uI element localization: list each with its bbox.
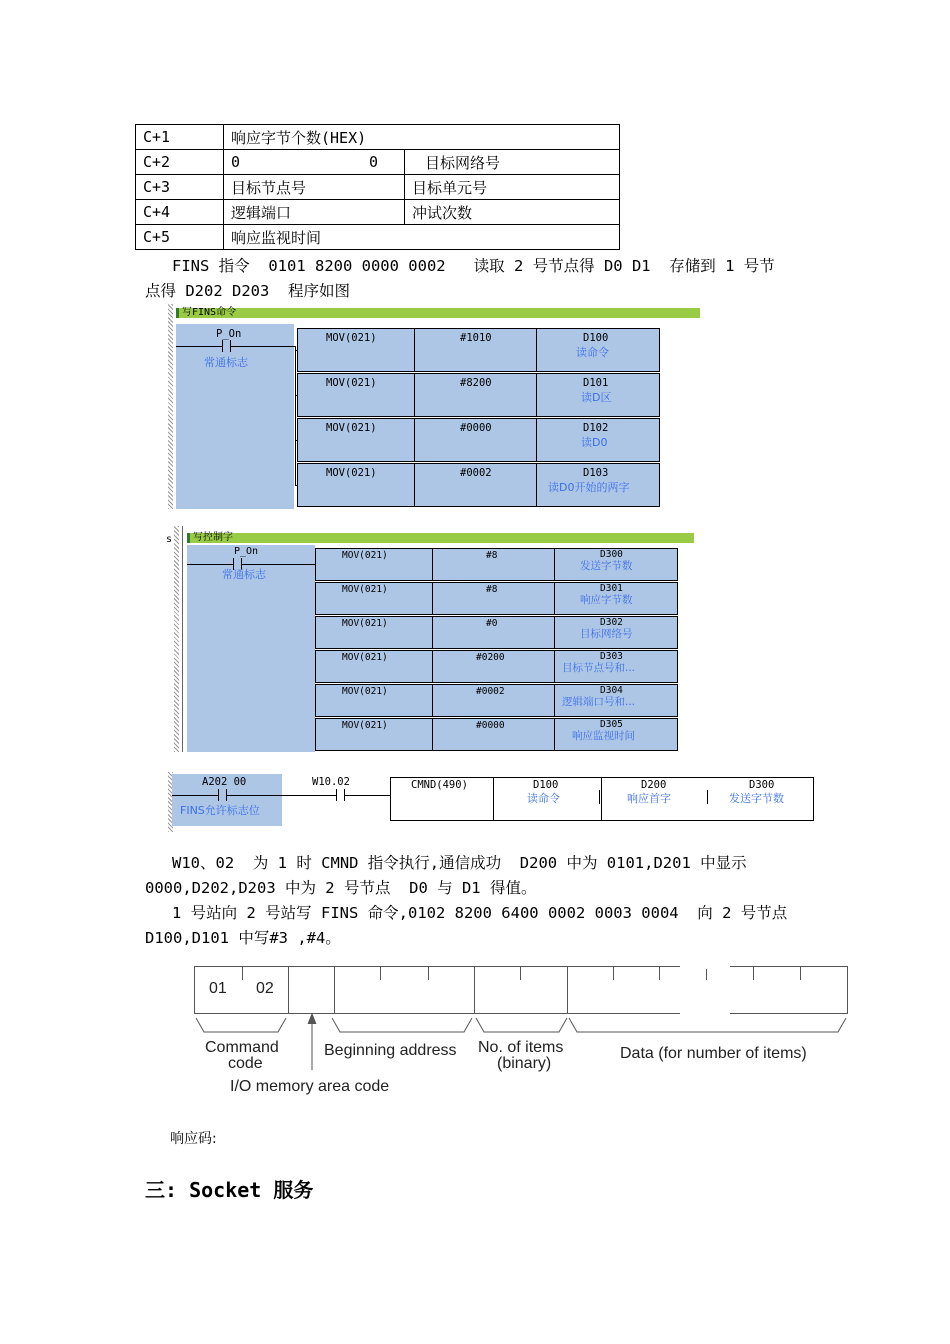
label-command: Command bbox=[205, 1039, 279, 1056]
operand-comment: 读D区 bbox=[581, 391, 612, 404]
dest-operand: D302 bbox=[600, 617, 623, 628]
source-operand: #8200 bbox=[460, 377, 492, 389]
section-title: 三: Socket 服务 bbox=[145, 1178, 314, 1202]
operand-address: D100 bbox=[533, 779, 559, 791]
contact-symbol bbox=[218, 789, 219, 801]
instruction-label: MOV(021) bbox=[342, 652, 388, 663]
table-cell: C+3 bbox=[136, 175, 224, 200]
paragraph-line: W10、02 为 1 时 CMND 指令执行,通信成功 D200 中为 0101,D201 中显示 bbox=[172, 854, 747, 872]
operand-comment: 读命令 bbox=[576, 346, 609, 359]
table-row bbox=[136, 150, 620, 175]
mov-block bbox=[315, 548, 678, 581]
instruction-label: MOV(021) bbox=[342, 550, 388, 561]
table-row bbox=[136, 125, 620, 150]
wire bbox=[230, 346, 296, 347]
instruction-label: MOV(021) bbox=[326, 422, 377, 434]
label-binary: (binary) bbox=[497, 1055, 552, 1072]
ladder-diagram-cmnd bbox=[168, 772, 816, 832]
control-word-table bbox=[135, 124, 620, 250]
dest-operand: D103 bbox=[583, 467, 609, 479]
mov-block bbox=[315, 616, 678, 649]
mov-block bbox=[315, 650, 678, 683]
instruction-label: MOV(021) bbox=[342, 584, 388, 595]
paragraph-line: D100,D101 中写#3 ,#4。 bbox=[145, 929, 341, 947]
operand-comment: 发送字节数 bbox=[729, 792, 784, 805]
table-cell: 逻辑端口 bbox=[224, 200, 405, 225]
operand-address: D200 bbox=[641, 779, 667, 791]
mov-block bbox=[315, 684, 678, 717]
operand-comment: 发送字节数 bbox=[580, 560, 633, 572]
table-cell-value: 0 bbox=[231, 153, 241, 171]
mov-block bbox=[297, 418, 660, 462]
dest-operand: D101 bbox=[583, 377, 609, 389]
table-cell: C+2 bbox=[136, 150, 224, 175]
operand-comment: 响应字节数 bbox=[580, 594, 633, 606]
fins-frame-diagram bbox=[190, 960, 860, 1100]
operand-comment: 目标网络号 bbox=[580, 628, 633, 640]
label-number-of-items: No. of items bbox=[478, 1039, 564, 1056]
contact-comment: 常通标志 bbox=[204, 356, 248, 369]
table-cell: 冲试次数 bbox=[405, 200, 620, 225]
instruction-label: MOV(021) bbox=[326, 332, 377, 344]
dest-operand: D100 bbox=[583, 332, 609, 344]
rung-header bbox=[176, 308, 700, 318]
instruction-label: MOV(021) bbox=[342, 720, 388, 731]
mov-block bbox=[297, 463, 660, 507]
table-cell: 响应字节个数(HEX) bbox=[224, 125, 620, 150]
operand-comment: 响应监视时间 bbox=[572, 730, 635, 742]
source-operand: #8 bbox=[486, 584, 498, 595]
source-operand: #0 bbox=[486, 618, 498, 629]
table-cell: 目标节点号 bbox=[224, 175, 405, 200]
ladder-diagram-write-control bbox=[166, 526, 696, 752]
ladder-margin bbox=[168, 304, 173, 509]
dest-operand: D305 bbox=[600, 719, 623, 730]
contact-symbol bbox=[222, 340, 223, 352]
operand-comment: 读D0开始的两字 bbox=[548, 481, 630, 494]
operand-address: D300 bbox=[749, 779, 775, 791]
operand-comment: 目标节点号和... bbox=[562, 662, 636, 674]
dest-operand: D301 bbox=[600, 583, 623, 594]
contact-comment: 常通标志 bbox=[222, 568, 266, 581]
operand-comment: 响应首字 bbox=[627, 792, 671, 805]
mov-block bbox=[297, 328, 660, 372]
mov-block bbox=[315, 718, 678, 751]
cmnd-block bbox=[390, 777, 814, 821]
rung-header bbox=[187, 533, 694, 543]
instruction-label: MOV(021) bbox=[326, 467, 377, 479]
operand-comment: 读命令 bbox=[527, 792, 560, 805]
paragraph-line: 1 号站向 2 号站写 FINS 命令,0102 8200 6400 0002 0003 0004 向 2 号节点 bbox=[172, 904, 788, 922]
response-code-label: 响应码: bbox=[170, 1131, 217, 1147]
wire bbox=[295, 346, 296, 486]
table-cell-value: 0 bbox=[369, 153, 379, 171]
instruction-label: MOV(021) bbox=[326, 377, 377, 389]
contact-label: P_On bbox=[234, 546, 259, 557]
table-cell: 目标单元号 bbox=[405, 175, 620, 200]
contact-label: W10.02 bbox=[312, 776, 350, 788]
source-operand: #8 bbox=[486, 550, 498, 561]
paragraph-line: 0000,D202,D203 中为 2 号节点 D0 与 D1 得值。 bbox=[145, 879, 537, 897]
contact-symbol bbox=[336, 789, 337, 801]
table-row bbox=[136, 200, 620, 225]
table-cell bbox=[224, 150, 405, 175]
paragraph-line: FINS 指令 0101 8200 0000 0002 读取 2 号节点得 D0 D1 存储到 1 号节 bbox=[172, 257, 775, 275]
table-cell: C+4 bbox=[136, 200, 224, 225]
dest-operand: D102 bbox=[583, 422, 609, 434]
table-cell: C+1 bbox=[136, 125, 224, 150]
table-row bbox=[136, 175, 620, 200]
instruction-label: MOV(021) bbox=[342, 686, 388, 697]
ladder-diagram-write-fins bbox=[168, 304, 700, 509]
table-cell: 目标网络号 bbox=[405, 150, 620, 175]
dest-operand: D300 bbox=[600, 549, 623, 560]
label-beginning-address: Beginning address bbox=[324, 1042, 457, 1059]
contact-label: A202 00 bbox=[202, 776, 247, 788]
dest-operand: D303 bbox=[600, 651, 623, 662]
label-code: code bbox=[228, 1055, 263, 1072]
contact-label: P_On bbox=[216, 328, 242, 340]
instruction-label: CMND(490) bbox=[411, 779, 468, 791]
source-operand: #1010 bbox=[460, 332, 492, 344]
table-cell: 响应监视时间 bbox=[224, 225, 620, 250]
command-code-1: 01 bbox=[209, 980, 227, 997]
source-operand: #0002 bbox=[460, 467, 492, 479]
ladder-margin bbox=[174, 526, 179, 752]
contact-area bbox=[176, 324, 294, 509]
margin-label: s bbox=[166, 534, 173, 545]
label-io-memory-area-code: I/O memory area code bbox=[230, 1078, 390, 1095]
operand-comment: 逻辑端口号和... bbox=[562, 696, 636, 708]
paragraph-line: 点得 D202 D203 程序如图 bbox=[145, 282, 350, 300]
source-operand: #0002 bbox=[476, 686, 505, 697]
command-code-2: 02 bbox=[256, 980, 274, 997]
label-data: Data (for number of items) bbox=[620, 1045, 807, 1062]
source-operand: #0000 bbox=[476, 720, 505, 731]
wire bbox=[176, 346, 222, 347]
rung-header-label: 写FINS命令 bbox=[182, 307, 237, 318]
mov-block bbox=[297, 373, 660, 417]
source-operand: #0000 bbox=[460, 422, 492, 434]
dest-operand: D304 bbox=[600, 685, 623, 696]
mov-block bbox=[315, 582, 678, 615]
instruction-label: MOV(021) bbox=[342, 618, 388, 629]
source-operand: #0200 bbox=[476, 652, 505, 663]
rung-header-label: 写控制字 bbox=[193, 532, 233, 543]
table-cell: C+5 bbox=[136, 225, 224, 250]
contact-comment: FINS允许标志位 bbox=[180, 804, 260, 817]
table-row bbox=[136, 225, 620, 250]
operand-comment: 读D0 bbox=[581, 436, 608, 449]
